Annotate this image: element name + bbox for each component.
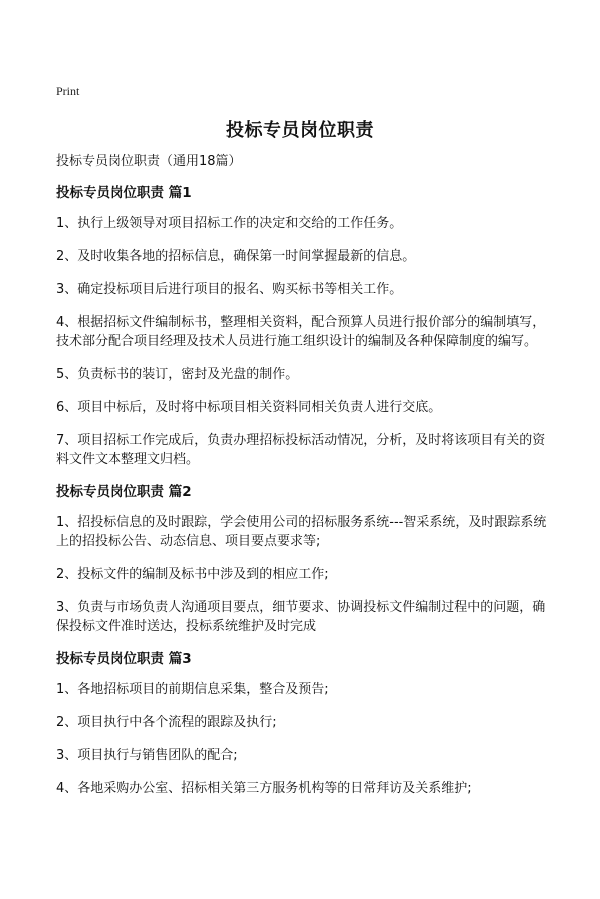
duty-item: 5、负责标书的装订，密封及光盘的制作。 [56,367,299,382]
section-3 [56,650,548,798]
duty-item: 4、根据招标文件编制标书，整理相关资料，配合预算人员进行报价部分的编制填写，技术部分配合项目经理及技术人员进行施工组织设计的编制及各种保障制度的编写。 [56,315,546,349]
duty-item: 7、项目招标工作完成后，负责办理招标投标活动情况，分析，及时将该项目有关的资料文件文本整理文归档。 [56,433,546,467]
document-body [56,152,548,812]
section-heading: 投标专员岗位职责 篇3 [56,651,192,667]
duty-item: 4、各地采购办公室、招标相关第三方服务机构等的日常拜访及关系维护; [56,781,472,796]
section-heading: 投标专员岗位职责 篇1 [56,185,192,201]
section-1 [56,184,548,469]
print-label: Print [56,84,80,98]
section-2 [56,483,548,636]
duty-item: 1、各地招标项目的前期信息采集，整合及预告; [56,682,329,697]
duty-item: 2、投标文件的编制及标书中涉及到的相应工作; [56,567,329,582]
duty-item: 1、招投标信息的及时跟踪，学会使用公司的招标服务系统---智采系统，及时跟踪系统上的招投标公告、动态信息、项目要点要求等; [56,515,547,549]
section-heading: 投标专员岗位职责 篇2 [56,484,192,500]
duty-item: 3、负责与市场负责人沟通项目要点，细节要求、协调投标文件编制过程中的问题，确保投标文件准时送达，投标系统维护及时完成 [56,600,546,634]
duty-item: 3、确定投标项目后进行项目的报名、购买标书等相关工作。 [56,282,403,297]
duty-item: 3、项目执行与销售团队的配合; [56,748,238,763]
duty-item: 6、项目中标后，及时将中标项目相关资料同相关负责人进行交底。 [56,400,442,415]
duty-item: 2、项目执行中各个流程的跟踪及执行; [56,715,277,730]
page-title: 投标专员岗位职责 [226,120,374,141]
duty-item: 1、执行上级领导对项目招标工作的决定和交给的工作任务。 [56,216,403,231]
document-subtitle: 投标专员岗位职责（通用18篇） [56,154,242,169]
duty-item: 2、及时收集各地的招标信息，确保第一时间掌握最新的信息。 [56,249,416,264]
